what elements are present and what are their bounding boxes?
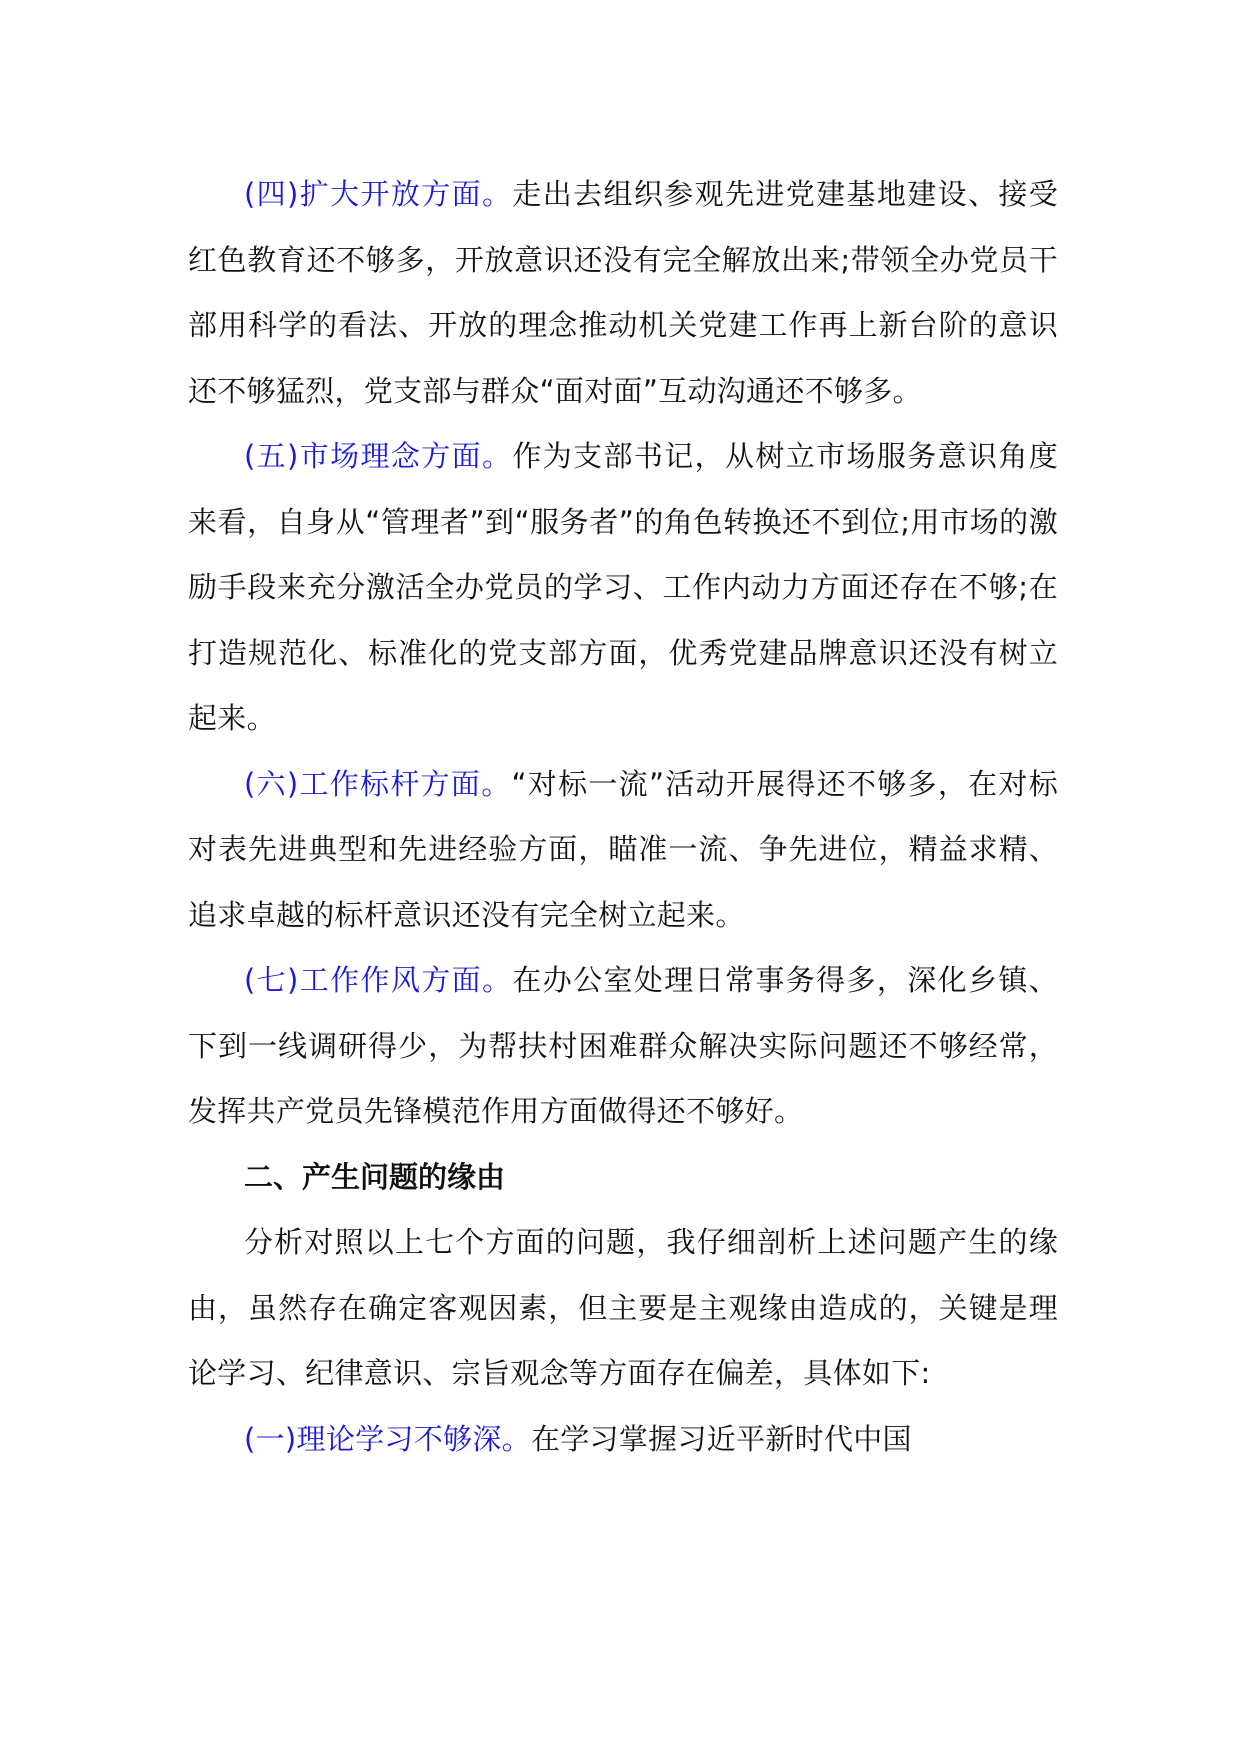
paragraph-heading: (一)理论学习不够深。 xyxy=(244,1421,531,1456)
paragraph-openness xyxy=(188,162,1058,424)
paragraph-theory-study xyxy=(188,1407,1058,1473)
paragraph-intro: 分析对照以上七个方面的问题，我仔细剖析上述问题产生的缘由，虽然存在确定客观因素，但主要是主观缘由造成的，关键是理论学习、纪律意识、宗旨观念等方面存在偏差，具体如下: xyxy=(188,1225,1058,1390)
paragraph-heading: (四)扩大开放方面。 xyxy=(244,177,513,211)
document-page xyxy=(188,162,1058,1472)
paragraph-body: “对标一流”活动开展得还不够多，在对标对表先进典型和先进经验方面，瞄准一流、争先进位，精益求精、追求卓越的标杆意识还没有完全树立起来。 xyxy=(188,766,1058,932)
paragraph-heading: (七)工作作风方面。 xyxy=(244,963,513,997)
section-title: 二、产生问题的缘由 xyxy=(244,1159,506,1194)
paragraph-body: 作为支部书记，从树立市场服务意识角度来看，自身从“管理者”到“服务者”的角色转换还不到位;用市场的激励手段来充分激活全办党员的学习、工作内动力方面还存在不够;在打造规范化、标准化的党支部方面，优秀党建品牌意识还没有树立起来。 xyxy=(188,439,1058,735)
paragraph-body: 在办公室处理日常事务得多，深化乡镇、下到一线调研得少，为帮扶村困难群众解决实际问题还不够经常，发挥共产党员先锋模范作用方面做得还不够好。 xyxy=(188,963,1058,1128)
paragraph-body: 走出去组织参观先进党建基地建设、接受红色教育还不够多，开放意识还没有完全解放出来;带领全办党员干部用科学的看法、开放的理念推动机关党建工作再上新台阶的意识还不够猛烈，党支部与群众“面对面”互动沟通还不够多。 xyxy=(188,177,1058,408)
paragraph-heading: (六)工作标杆方面。 xyxy=(244,766,512,801)
paragraph-heading: (五)市场理念方面。 xyxy=(244,439,513,473)
paragraph-market xyxy=(188,424,1058,752)
paragraph-body: 在学习掌握习近平新时代中国 xyxy=(530,1421,912,1456)
paragraph-benchmark xyxy=(188,752,1058,949)
paragraph-work-style xyxy=(188,948,1058,1145)
